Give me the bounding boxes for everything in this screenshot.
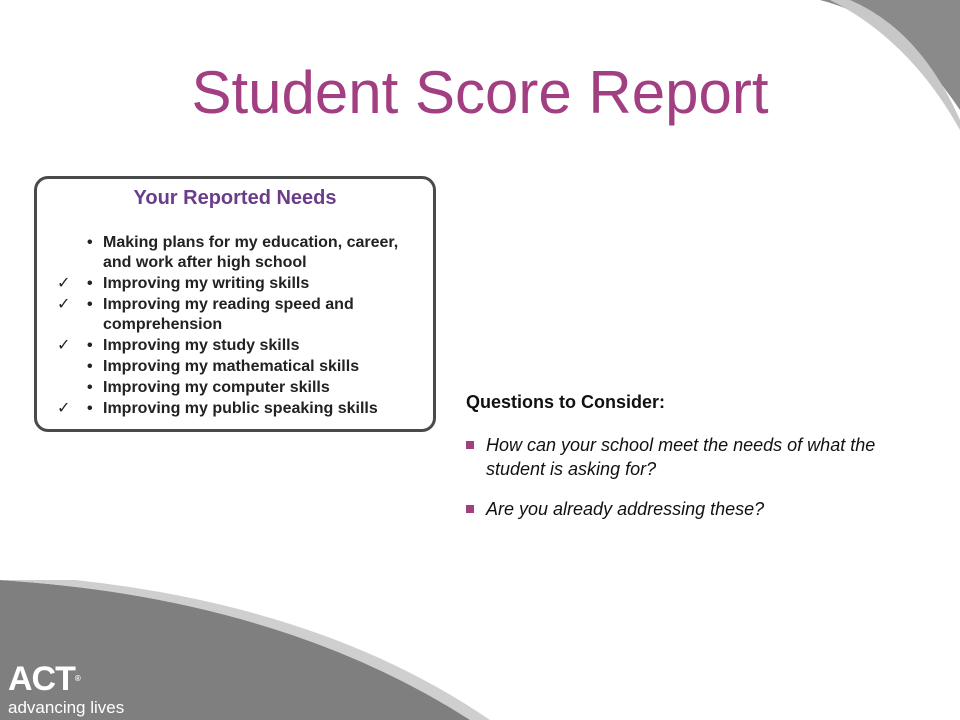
reported-needs-heading: Your Reported Needs	[133, 187, 337, 209]
bullet-icon: •	[87, 400, 93, 417]
page-title: Student Score Report	[191, 59, 769, 126]
check-mark-icon: ✓	[57, 296, 71, 313]
need-text: Improving my mathematical skills	[103, 358, 360, 375]
need-item	[37, 399, 433, 419]
need-text: Improving my public speaking skills	[103, 400, 378, 417]
bullet-icon: •	[87, 275, 93, 292]
need-text: Improving my writing skills	[103, 275, 310, 292]
check-mark-icon: ✓	[57, 400, 71, 417]
need-text-continued: and work after high school	[103, 254, 307, 271]
bullet-icon: •	[87, 379, 93, 396]
questions-heading: Questions to Consider:	[466, 392, 666, 412]
registered-mark: ®	[74, 674, 80, 683]
question-text: Are you already addressing these?	[486, 499, 765, 519]
bullet-icon: •	[87, 337, 93, 354]
need-item	[37, 233, 433, 273]
logo-tagline: advancing lives	[8, 698, 125, 717]
need-text-continued: comprehension	[103, 316, 223, 333]
need-text: Improving my computer skills	[103, 379, 330, 396]
reported-needs-panel	[34, 176, 436, 432]
bottom-swoosh-decoration	[0, 580, 960, 720]
square-bullet-icon	[466, 505, 474, 513]
logo-wordmark: ACT	[8, 660, 75, 698]
need-text: Making plans for my education, career,	[103, 234, 399, 251]
check-mark-icon: ✓	[57, 337, 71, 354]
need-item	[37, 378, 433, 398]
question-text: How can your school meet the needs of what the student is asking for?	[486, 435, 876, 479]
need-text: Improving my reading speed and	[103, 296, 354, 313]
need-item	[37, 274, 433, 294]
question-item	[466, 433, 926, 481]
questions-section	[466, 392, 926, 537]
reported-needs-list	[37, 233, 433, 420]
bullet-icon: •	[87, 234, 93, 251]
need-item	[37, 336, 433, 356]
act-logo	[8, 662, 124, 718]
need-item	[37, 357, 433, 377]
need-item	[37, 295, 433, 335]
check-mark-icon: ✓	[57, 275, 71, 292]
bullet-icon: •	[87, 358, 93, 375]
bullet-icon: •	[87, 296, 93, 313]
question-item	[466, 497, 926, 521]
need-text: Improving my study skills	[103, 337, 300, 354]
logo-mark	[8, 662, 124, 696]
square-bullet-icon	[466, 441, 474, 449]
